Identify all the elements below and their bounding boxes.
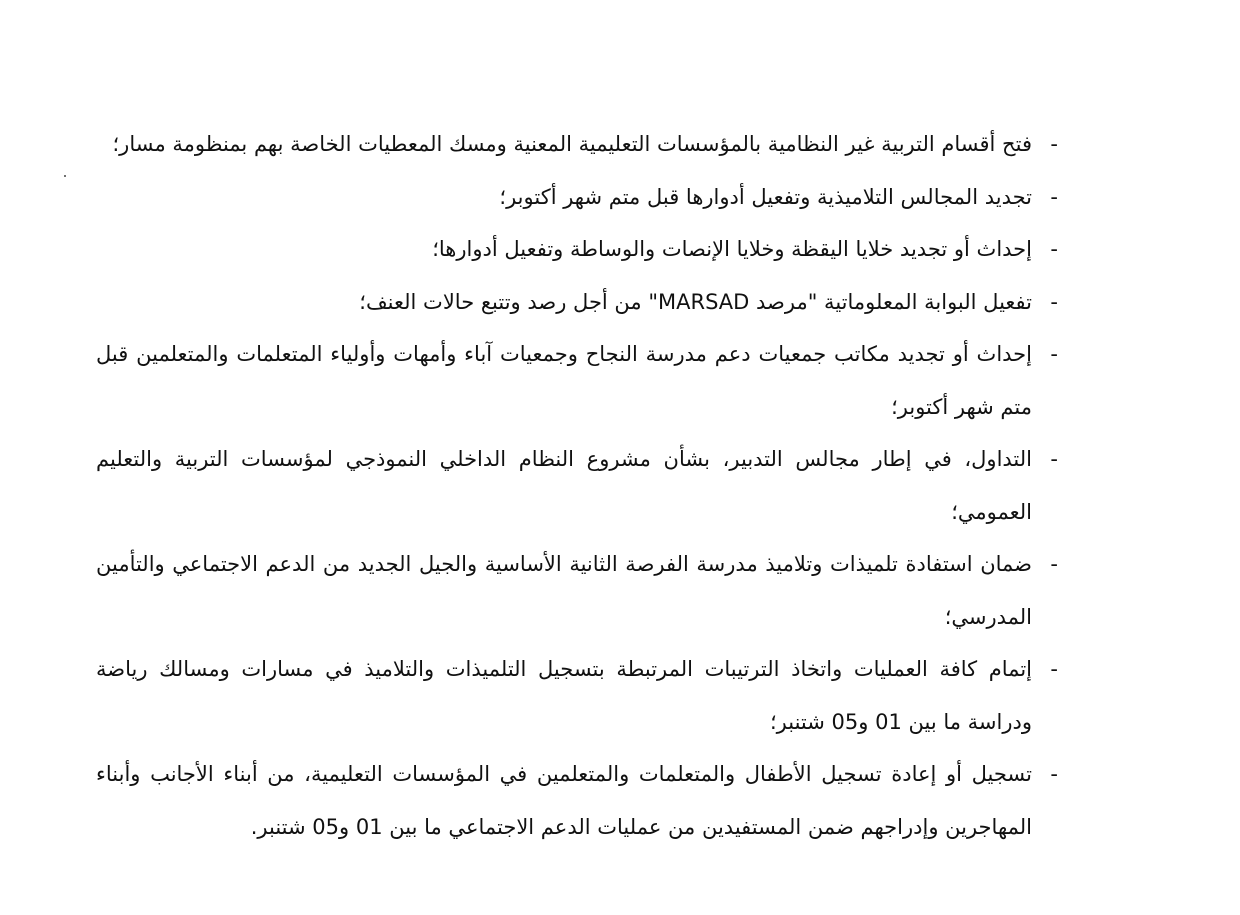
list-item-text: فتح أقسام التربية غير النظامية بالمؤسسات التعليمية المعنية ومسك المعطيات الخاصة بهم بمنظومة مسار؛: [112, 132, 1032, 156]
bullet-dash: -: [1050, 342, 1058, 366]
list-item-text: تفعيل البوابة المعلوماتية "مرصد MARSAD" من أجل رصد وتتبع حالات العنف؛: [359, 289, 1032, 314]
bullet-dash: -: [1050, 657, 1058, 681]
list-item: [96, 643, 1058, 748]
list-item: [96, 433, 1058, 538]
list-item-text: إحداث أو تجديد خلايا اليقظة وخلايا الإنصات والوساطة وتفعيل أدوارها؛: [432, 237, 1032, 261]
bullet-dash: -: [1050, 237, 1058, 261]
list-item: [96, 118, 1058, 171]
list-item-text: إحداث أو تجديد مكاتب جمعيات دعم مدرسة النجاح وجمعيات آباء وأمهات وأولياء المتعلمات والمتعلمين قبل متم شهر أكتوبر؛: [96, 342, 1032, 419]
bullet-list: [96, 118, 1058, 853]
bullet-dash: -: [1050, 289, 1058, 314]
scan-speck: [64, 175, 66, 177]
bullet-dash: -: [1050, 552, 1058, 576]
list-item: [96, 276, 1058, 329]
list-item-text: تجديد المجالس التلاميذية وتفعيل أدوارها قبل متم شهر أكتوبر؛: [499, 184, 1032, 209]
list-item: [96, 171, 1058, 224]
list-item-text: إتمام كافة العمليات واتخاذ الترتيبات المرتبطة بتسجيل التلميذات والتلاميذ في مسارات ومسالك رياضة ودراسة ما بين 01 و05 شتنبر؛: [96, 657, 1032, 734]
bullet-dash: -: [1050, 132, 1058, 156]
list-item: [96, 748, 1058, 853]
list-item: [96, 328, 1058, 433]
bullet-dash: -: [1050, 184, 1058, 209]
list-item-text: التداول، في إطار مجالس التدبير، بشأن مشروع النظام الداخلي النموذجي لمؤسسات التربية والتعليم العمومي؛: [96, 447, 1032, 524]
list-item-text: ضمان استفادة تلميذات وتلاميذ مدرسة الفرصة الثانية الأساسية والجيل الجديد من الدعم الاجتماعي والتأمين المدرسي؛: [96, 552, 1032, 629]
list-item: [96, 538, 1058, 643]
bullet-dash: -: [1050, 447, 1058, 471]
list-item-text: تسجيل أو إعادة تسجيل الأطفال والمتعلمات والمتعلمين في المؤسسات التعليمية، من أبناء الأجانب وأبناء المهاجرين وإدراجهم ضمن المستفيدين من عمليات الدعم الاجتماعي ما بين 01 و05 شتنبر.: [96, 762, 1032, 839]
list-item: [96, 223, 1058, 276]
bullet-dash: -: [1050, 762, 1058, 786]
